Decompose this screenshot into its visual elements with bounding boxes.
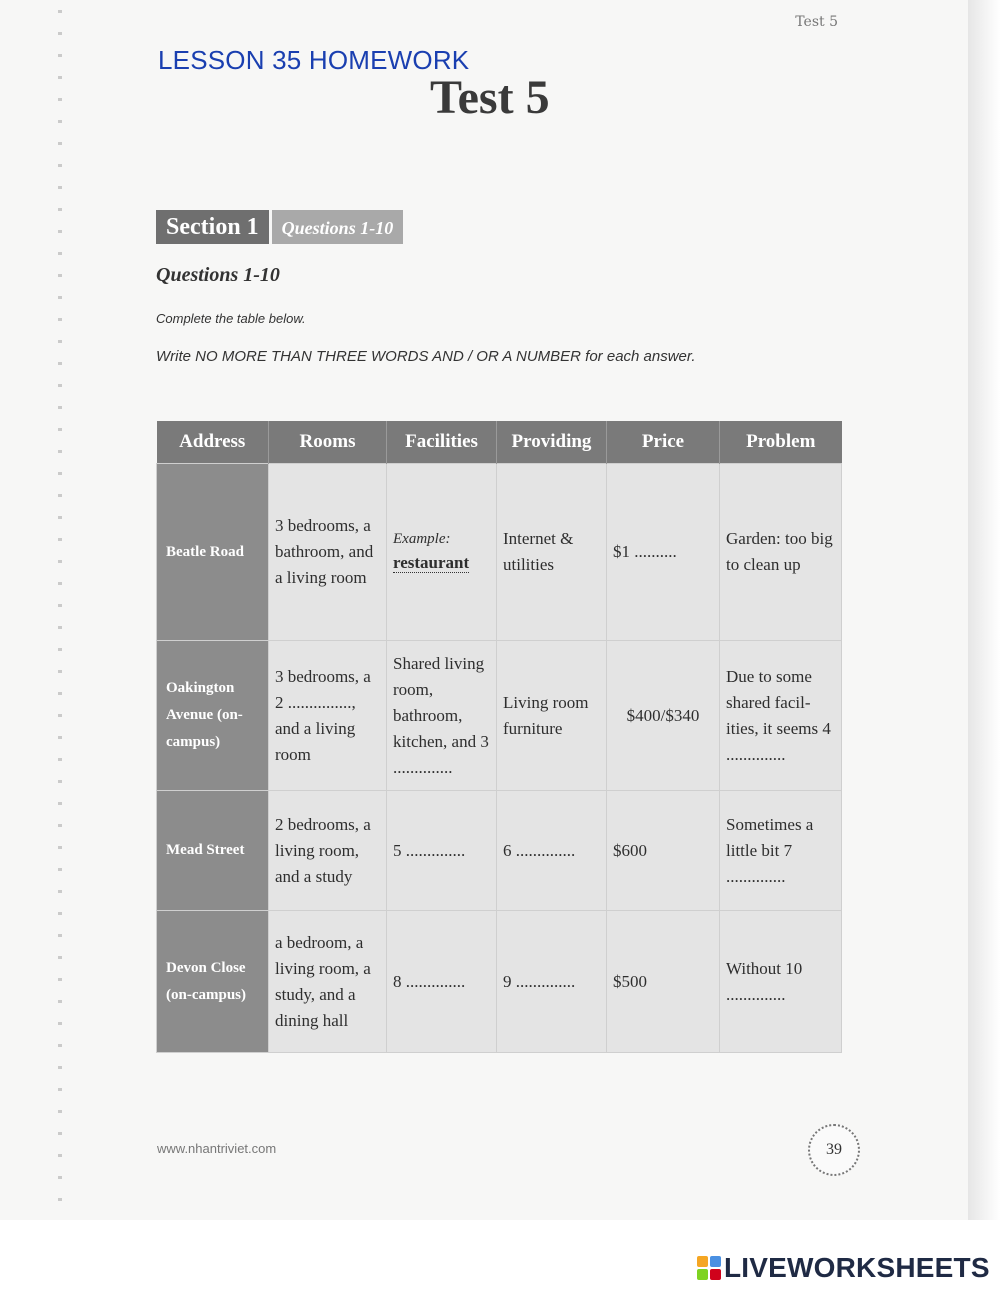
footer-url: www.nhantriviet.com [157, 1141, 277, 1156]
problem-cell[interactable]: Sometimes a little bit 7 .............. [720, 791, 842, 911]
section-label: Section 1 [156, 210, 269, 244]
questions-heading: Questions 1-10 [156, 264, 280, 286]
price-cell: $400/$340 [607, 641, 720, 791]
page-number: 39 [826, 1141, 842, 1158]
liveworksheets-brand[interactable] [697, 1252, 990, 1284]
running-head: Test 5 [795, 14, 838, 30]
rooms-cell: 3 bedrooms, a bathroom, and a living room [269, 464, 387, 641]
rooms-cell[interactable]: 3 bedrooms, a 2 ..............., and a living room [269, 641, 387, 791]
page-edge-shadow [968, 0, 1000, 1220]
example-label: Example: [393, 531, 451, 547]
header-providing: Providing [497, 421, 607, 464]
rooms-cell: a bedroom, a living room, a study, and a dining hall [269, 911, 387, 1053]
header-problem: Problem [720, 421, 842, 464]
problem-cell[interactable]: Due to some shared facil-ities, it seems 4 .............. [720, 641, 842, 791]
table-row [157, 791, 842, 911]
facilities-cell [387, 464, 497, 641]
section-questions-label: Questions 1-10 [269, 210, 404, 244]
address-cell: Beatle Road [157, 464, 269, 641]
rooms-cell: 2 bedrooms, a living room, and a study [269, 791, 387, 911]
instruction-word-limit: Write NO MORE THAN THREE WORDS AND / OR A NUMBER for each answer. [156, 348, 696, 365]
header-rooms: Rooms [269, 421, 387, 464]
address-cell: Mead Street [157, 791, 269, 911]
price-cell: $600 [607, 791, 720, 911]
providing-cell[interactable]: 6 .............. [497, 791, 607, 911]
logo-square-icon [697, 1269, 708, 1280]
table-header-row [157, 421, 842, 464]
header-address: Address [157, 421, 269, 464]
providing-cell[interactable]: 9 .............. [497, 911, 607, 1053]
binding-marks [58, 10, 62, 1210]
lesson-title: LESSON 35 HOMEWORK [158, 45, 470, 75]
section-banner [156, 210, 403, 244]
problem-cell[interactable]: Without 10 .............. [720, 911, 842, 1053]
table-row [157, 641, 842, 791]
problem-cell: Garden: too big to clean up [720, 464, 842, 641]
accommodation-table [156, 421, 842, 1053]
price-cell[interactable]: $1 .......... [607, 464, 720, 641]
logo-square-icon [697, 1256, 708, 1267]
liveworksheets-logo-icon [697, 1256, 721, 1280]
page-number-badge [808, 1124, 860, 1176]
logo-square-icon [710, 1269, 721, 1280]
table-row [157, 464, 842, 641]
facilities-cell[interactable]: 5 .............. [387, 791, 497, 911]
header-price: Price [607, 421, 720, 464]
header-facilities: Facilities [387, 421, 497, 464]
example-answer: restaurant [393, 553, 470, 572]
test-title: Test 5 [430, 71, 550, 124]
brand-name: LIVEWORKSHEETS [724, 1252, 990, 1283]
address-cell: Devon Close (on-campus) [157, 911, 269, 1053]
providing-cell: Internet & utilities [497, 464, 607, 641]
logo-square-icon [710, 1256, 721, 1267]
facilities-cell[interactable]: Shared living room, bathroom, kitchen, and 3 .............. [387, 641, 497, 791]
facilities-cell[interactable]: 8 .............. [387, 911, 497, 1053]
instruction-complete-table: Complete the table below. [156, 311, 306, 326]
table-row [157, 911, 842, 1053]
address-cell: Oakington Avenue (on-campus) [157, 641, 269, 791]
price-cell: $500 [607, 911, 720, 1053]
providing-cell: Living room furniture [497, 641, 607, 791]
